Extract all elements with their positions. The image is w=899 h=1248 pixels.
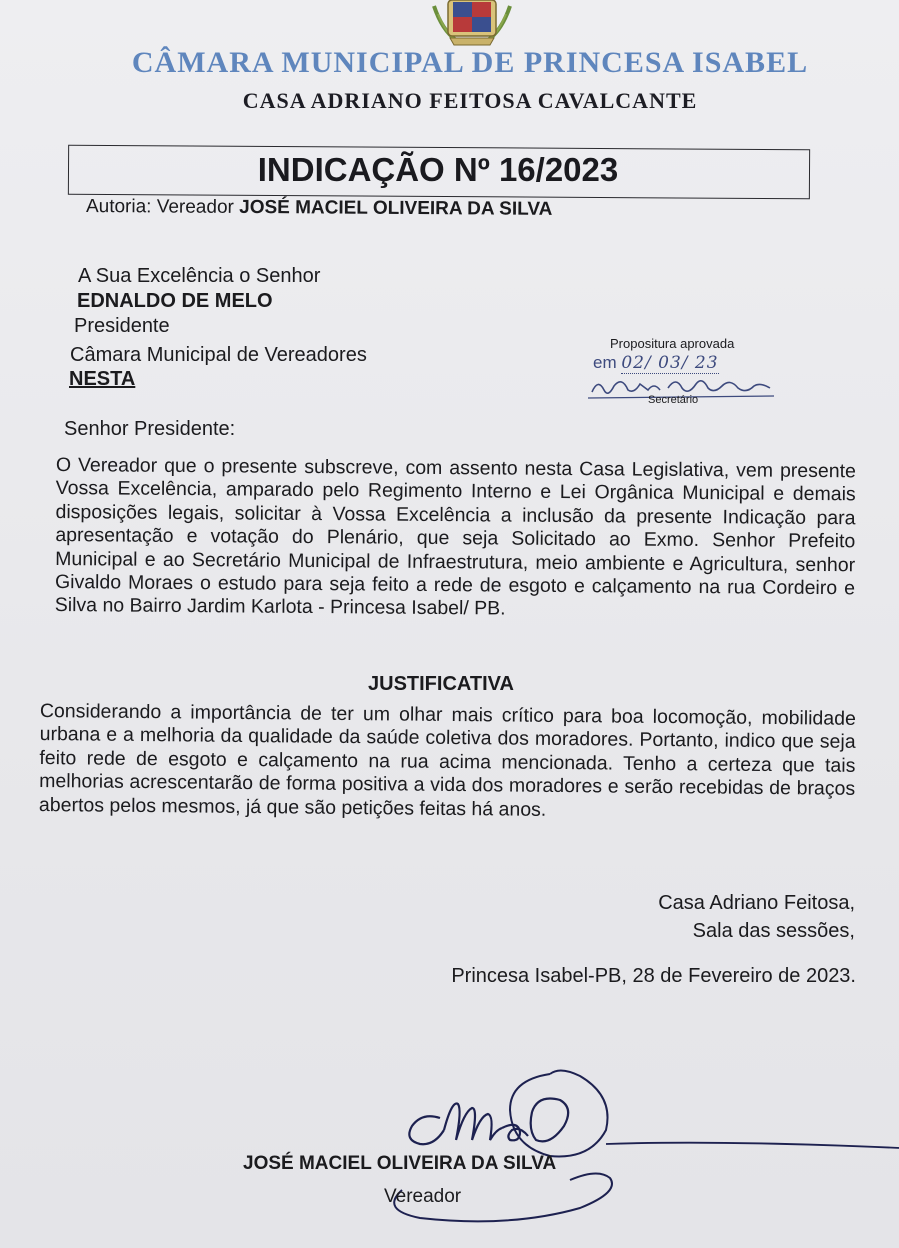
addressee-body: Câmara Municipal de Vereadores [70,344,367,366]
author-line [86,196,552,221]
justification-heading: JUSTIFICATIVA [368,673,514,695]
greeting: Senhor Presidente: [64,418,236,440]
addressee-salutation: A Sua Excelência o Senhor [78,265,321,287]
closing-line-2: Sala das sessões, [692,920,855,942]
place-date: Princesa Isabel-PB, 28 de Fevereiro de 2023. [451,965,856,987]
closing-block [658,889,855,945]
coat-of-arms-icon [428,0,516,48]
stamp-label: Propositura aprovada [610,336,735,351]
addressee-place: NESTA [69,368,136,390]
justification-text: Considerando a importância de ter um olhar mais crítico para boa locomoção, mobilidade urbana e a melhoria da qualidade da saúde coletiva dos moradores. Portanto, indico que seja feito rede de esgoto e calçamento na rua acima mencionada. Tenho a certeza que tais melhorias acrescentarão de forma positiva a vida dos moradores e serão recebidas de braços abertos pelos mesmos, já que são petições feitas há anos. [38,700,856,821]
institution-name: CÂMARA MUNICIPAL DE PRINCESA ISABEL [131,46,809,79]
document-title: INDICAÇÃO Nº 16/2023 [257,151,619,188]
signatory-name: JOSÉ MACIEL OLIVEIRA DA SILVA [243,1153,557,1174]
stamp-date-prefix: em [593,353,617,372]
addressee-role: Presidente [74,315,170,337]
secretary-label: Secretário [648,394,699,406]
author-prefix: Autoria: Vereador [85,196,234,218]
closing-line-1: Casa Adriano Feitosa, [658,892,855,914]
signatory-role: Vereador [384,1186,462,1207]
author-name: JOSÉ MACIEL OLIVEIRA DA SILVA [239,196,553,220]
house-name: CASA ADRIANO FEITOSA CAVALCANTE [242,88,698,113]
stamp-date: 02/ 03/ 23 [621,353,719,373]
addressee-name: EDNALDO DE MELO [77,290,273,312]
body-paragraph: O Vereador que o presente subscreve, com assento nesta Casa Legislativa, vem presente Vossa Excelência, amparado pelo Regimento Interno e Lei Orgânica Municipal e demais disposições legais, solicitar à Vossa Excelência a inclusão da presente Indicação para apresentação e votação do Plenário, que seja Solicitado ao Exmo. Senhor Prefeito Municipal e ao Secretário Municipal de Infraestrutura, meio ambiente e Agricultura, senhor Givaldo Moraes o estudo para seja feito a rede de esgoto e calçamento na rua Cordeiro e Silva no Bairro Jardim Karlota - Princesa Isabel/ PB. [54,454,856,620]
